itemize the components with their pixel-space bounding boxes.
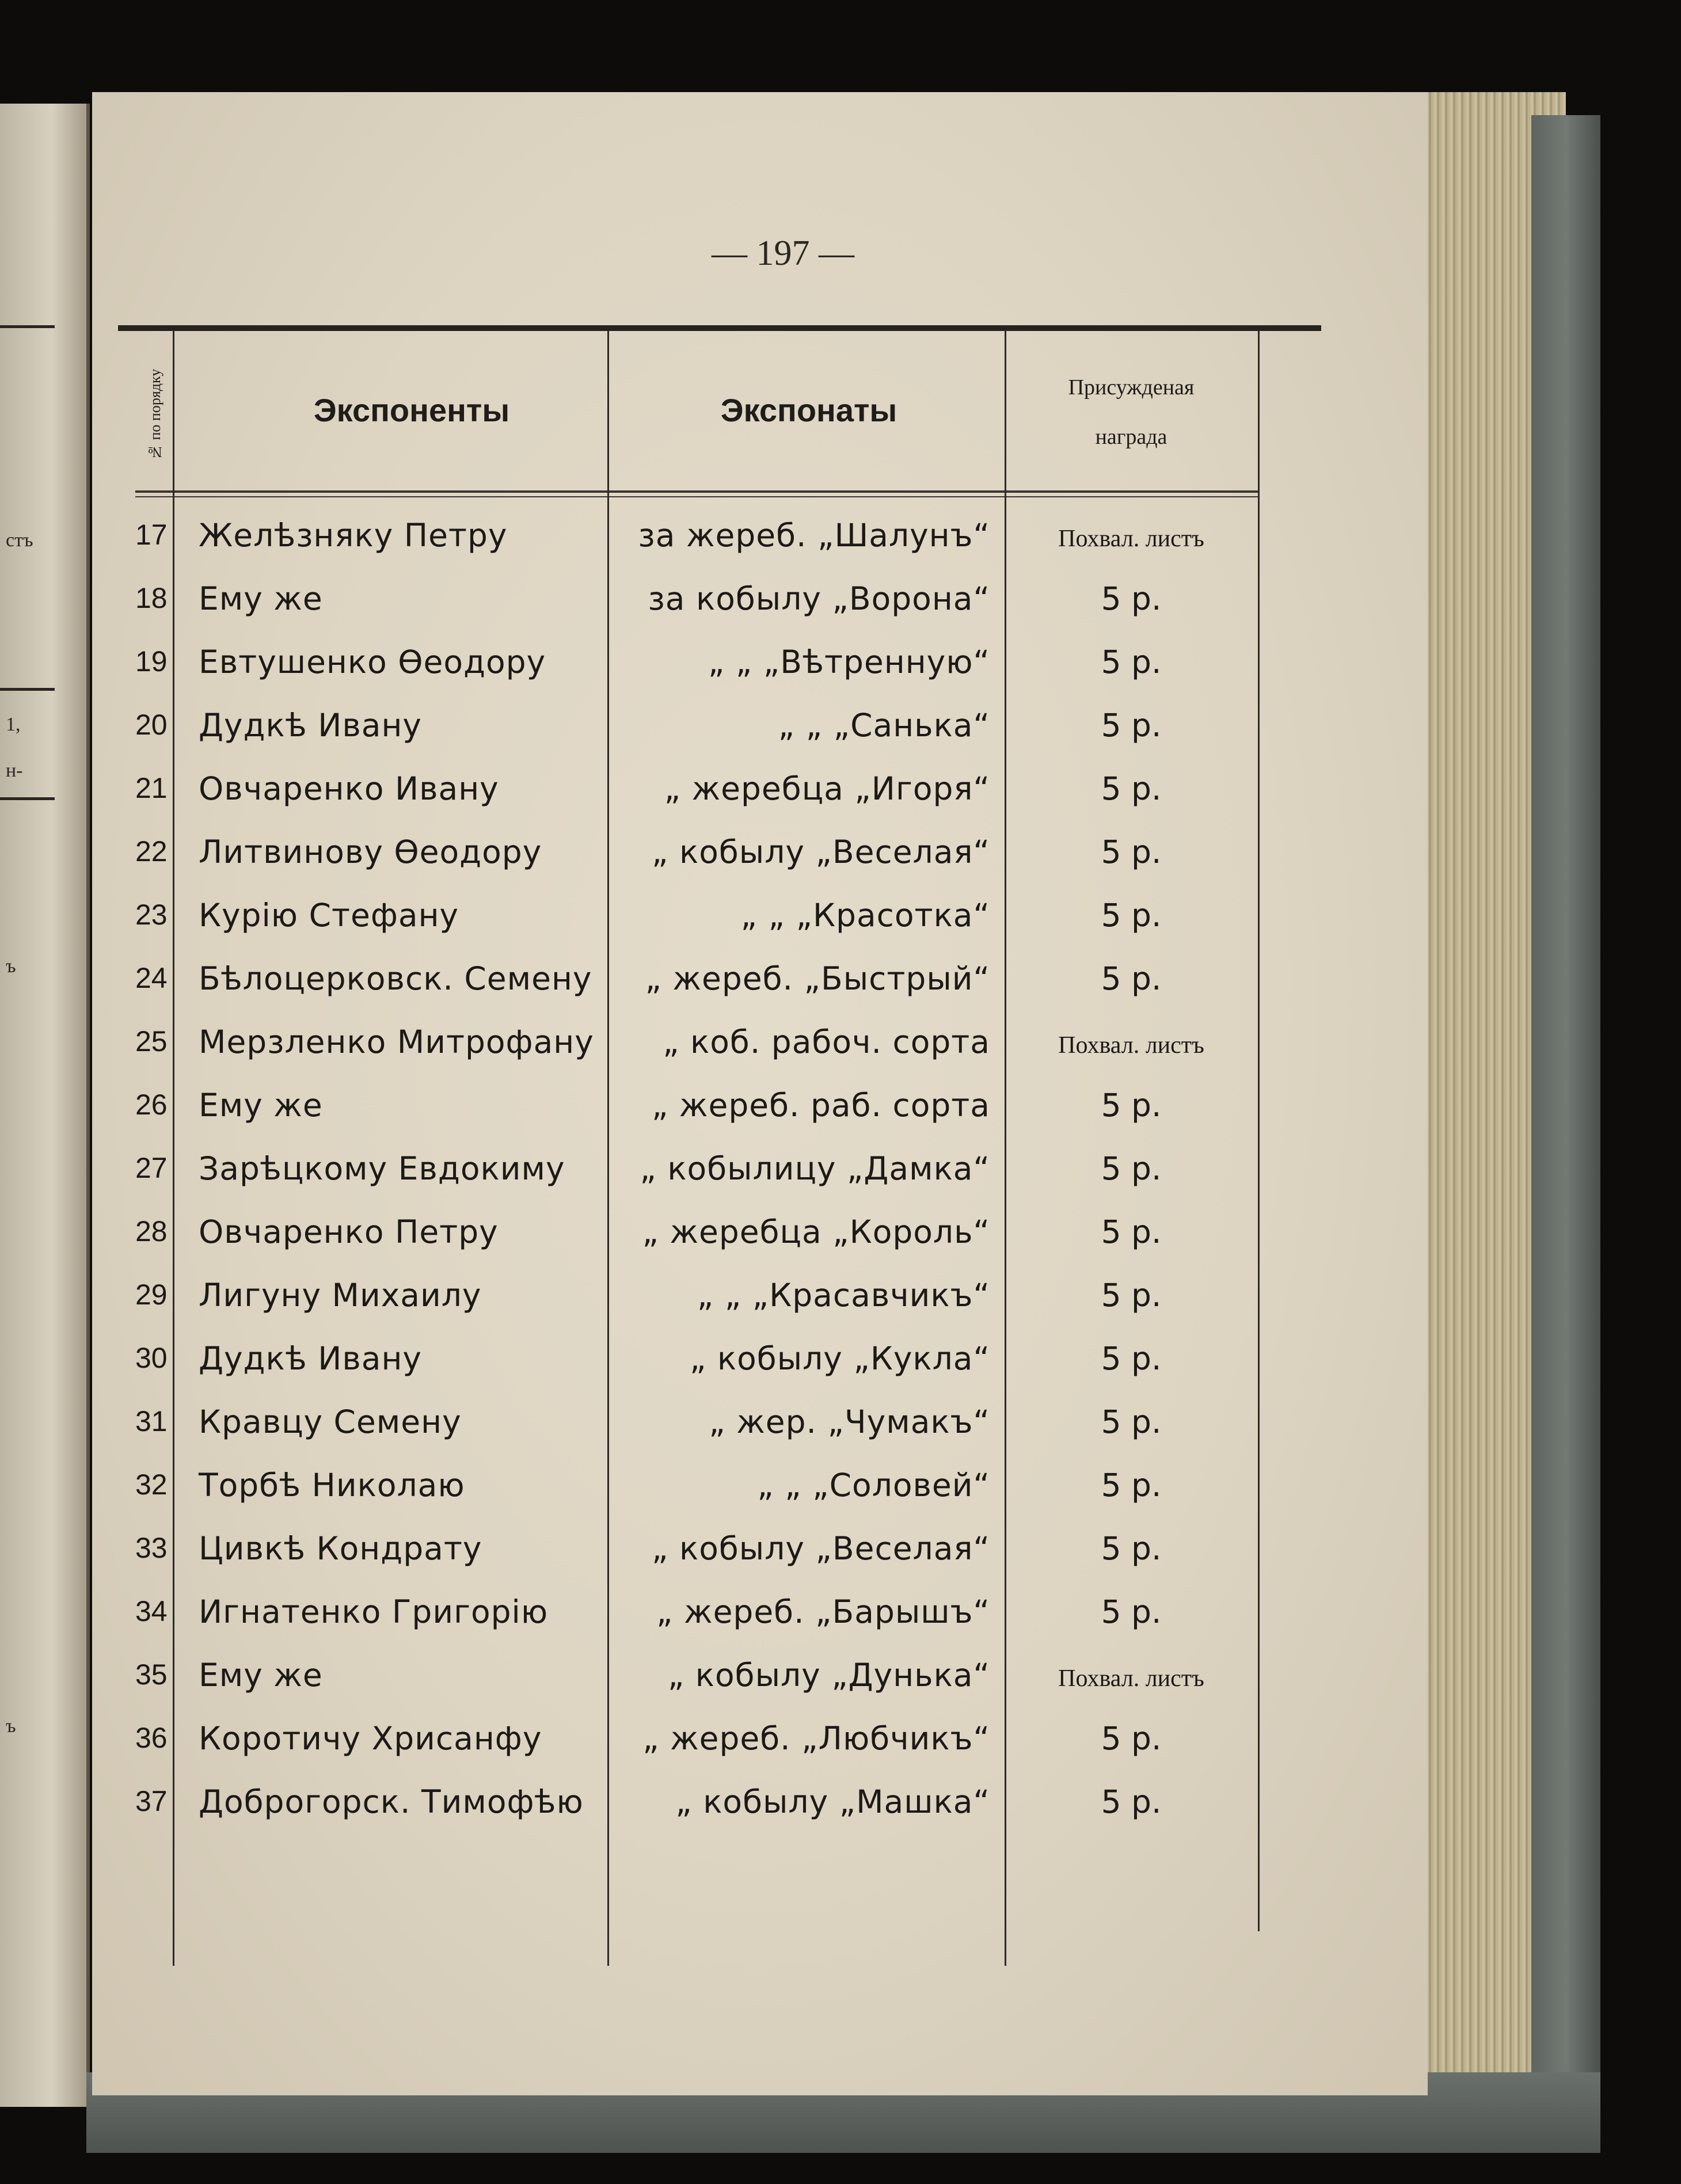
exhibitor-name: Литвинову Ѳеодору (199, 834, 542, 870)
table-row (92, 1198, 1428, 1262)
table-row (92, 1135, 1428, 1198)
award-value: 5 р. (1101, 897, 1162, 934)
row-number: 33 (135, 1532, 168, 1564)
exhibit-description: „ „ „Красавчикъ“ (697, 1277, 990, 1314)
exhibitor-name: Лигуну Михаилу (199, 1277, 482, 1314)
row-number: 31 (135, 1405, 168, 1437)
award-value: 5 р. (1101, 1277, 1162, 1314)
table-row (92, 565, 1428, 629)
exhibitor-name: Евтушенко Ѳеодору (199, 644, 546, 680)
table-row (92, 1325, 1428, 1388)
table-row (92, 1452, 1428, 1515)
exhibit-description: „ „ „Санька“ (778, 707, 990, 744)
left-page-rule (0, 688, 55, 691)
exhibitor-name: Коротичу Хрисанфу (199, 1720, 542, 1757)
table-row (92, 1768, 1428, 1832)
left-page-fragment: 1, (6, 714, 21, 735)
award-value: 5 р. (1101, 1340, 1162, 1377)
exhibit-description: „ жереб. „Любчикъ“ (642, 1720, 990, 1757)
header-rule (135, 496, 1258, 497)
header-rule (135, 490, 1258, 493)
award-value: 5 р. (1101, 1213, 1162, 1250)
book-page (92, 92, 1428, 2095)
row-number: 21 (135, 772, 168, 804)
award-value: Похвал. листъ (1058, 1032, 1204, 1059)
exhibit-description: „ кобылу „Машка“ (675, 1783, 990, 1820)
award-value: 5 р. (1101, 580, 1162, 617)
left-page-fragment: ъ (6, 956, 16, 977)
table-row (92, 1262, 1428, 1325)
award-value: 5 р. (1101, 1720, 1162, 1757)
header-award (1010, 363, 1252, 462)
page-number: — 197 — (712, 234, 854, 273)
table-row (92, 1705, 1428, 1768)
exhibit-description: „ жер. „Чумакъ“ (709, 1403, 990, 1440)
row-number: 28 (135, 1215, 168, 1247)
row-number: 20 (135, 709, 168, 741)
award-value: 5 р. (1101, 1530, 1162, 1567)
table-row (92, 1578, 1428, 1642)
row-number: 24 (135, 962, 168, 994)
exhibit-description: „ жеребца „Король“ (642, 1213, 990, 1250)
row-number: 19 (135, 645, 168, 678)
exhibitor-name: Кравцу Семену (199, 1403, 462, 1440)
exhibitor-name: Мерзленко Митрофану (199, 1023, 594, 1060)
book-cover (1531, 115, 1600, 2130)
previous-page-edge (0, 104, 90, 2107)
row-number: 34 (135, 1595, 168, 1627)
award-value: 5 р. (1101, 1150, 1162, 1187)
exhibit-description: „ жереб. раб. сорта (651, 1087, 990, 1124)
award-value: 5 р. (1101, 1087, 1162, 1124)
row-number: 35 (135, 1658, 168, 1691)
row-number: 30 (135, 1342, 168, 1374)
exhibitor-name: Ему же (199, 580, 323, 617)
left-page-fragment: ъ (6, 1715, 16, 1737)
award-value: Похвал. листъ (1058, 1665, 1204, 1692)
exhibit-description: за жереб. „Шалунъ“ (638, 517, 990, 554)
exhibitor-name: Цивкѣ Кондрату (199, 1530, 482, 1567)
exhibitor-name: Овчаренко Петру (199, 1213, 499, 1250)
exhibit-description: за кобылу „Ворона“ (648, 580, 990, 617)
exhibitor-name: Овчаренко Ивану (199, 770, 499, 807)
exhibit-description: „ „ „Вѣтренную“ (708, 644, 990, 680)
header-exhibits: Экспонаты (720, 392, 897, 428)
table-row (92, 1642, 1428, 1705)
exhibit-description: „ коб. рабоч. сорта (663, 1023, 990, 1060)
exhibit-description: „ кобылу „Веселая“ (652, 834, 990, 870)
award-value: 5 р. (1101, 770, 1162, 807)
exhibitor-name: Ему же (199, 1657, 323, 1694)
table-body (92, 502, 1428, 1832)
exhibitor-name: Игнатенко Григорію (199, 1593, 549, 1630)
exhibitor-name: Ему же (199, 1087, 323, 1124)
award-value: 5 р. (1101, 1593, 1162, 1630)
row-number: 23 (135, 899, 168, 931)
table-row (92, 882, 1428, 945)
table-row (92, 1388, 1428, 1452)
exhibit-description: „ жереб. „Барышъ“ (656, 1593, 990, 1630)
exhibitor-name: Желѣзняку Петру (199, 517, 508, 554)
table-row (92, 1515, 1428, 1578)
row-number: 36 (135, 1722, 168, 1754)
header-award-line2: награда (1095, 425, 1167, 449)
award-value: 5 р. (1101, 644, 1162, 680)
exhibit-description: „ „ „Соловей“ (757, 1467, 990, 1504)
table-row (92, 629, 1428, 692)
header-number: № по порядку (147, 368, 163, 461)
exhibitor-name: Зарѣцкому Евдокиму (199, 1150, 565, 1187)
table-row (92, 1072, 1428, 1135)
award-value: 5 р. (1101, 960, 1162, 997)
row-number: 25 (135, 1025, 168, 1057)
award-value: 5 р. (1101, 1403, 1162, 1440)
award-value: Похвал. листъ (1058, 526, 1204, 552)
row-number: 37 (135, 1785, 168, 1817)
table-row (92, 1009, 1428, 1072)
exhibit-description: „ кобылу „Кукла“ (689, 1340, 990, 1377)
exhibit-description: „ „ „Красотка“ (740, 897, 990, 934)
row-number: 27 (135, 1152, 168, 1184)
table-row (92, 502, 1428, 565)
table-row (92, 945, 1428, 1009)
row-number: 26 (135, 1089, 168, 1121)
exhibitor-name: Бѣлоцерковск. Семену (199, 960, 592, 997)
table-row (92, 755, 1428, 819)
exhibitor-name: Дудкѣ Ивану (199, 707, 422, 744)
left-page-fragment: стъ (6, 530, 33, 551)
exhibit-description: „ кобылу „Веселая“ (652, 1530, 990, 1567)
exhibitor-name: Доброгорск. Тимофѣю (199, 1783, 584, 1820)
header-exhibitors: Экспоненты (313, 392, 510, 428)
exhibitor-name: Курію Стефану (199, 897, 459, 934)
award-value: 5 р. (1101, 1783, 1162, 1820)
table-row (92, 819, 1428, 882)
row-number: 22 (135, 835, 168, 867)
exhibitor-name: Дудкѣ Ивану (199, 1340, 422, 1377)
award-value: 5 р. (1101, 1467, 1162, 1504)
table-row (92, 692, 1428, 755)
exhibit-description: „ жереб. „Быстрый“ (645, 960, 990, 997)
row-number: 17 (135, 519, 168, 551)
award-value: 5 р. (1101, 707, 1162, 744)
award-value: 5 р. (1101, 834, 1162, 870)
row-number: 18 (135, 582, 168, 614)
exhibit-description: „ кобылицу „Дамка“ (640, 1150, 990, 1187)
exhibitor-name: Торбѣ Николаю (199, 1467, 465, 1504)
left-page-rule (0, 797, 55, 800)
row-number: 29 (135, 1279, 168, 1311)
header-award-line1: Присужденая (1068, 375, 1195, 399)
left-page-fragment: н- (6, 760, 23, 781)
left-page-rule (0, 325, 55, 328)
table-top-rule (118, 325, 1321, 331)
exhibit-description: „ кобылу „Дунька“ (667, 1657, 990, 1694)
exhibit-description: „ жеребца „Игоря“ (664, 770, 990, 807)
row-number: 32 (135, 1468, 168, 1501)
